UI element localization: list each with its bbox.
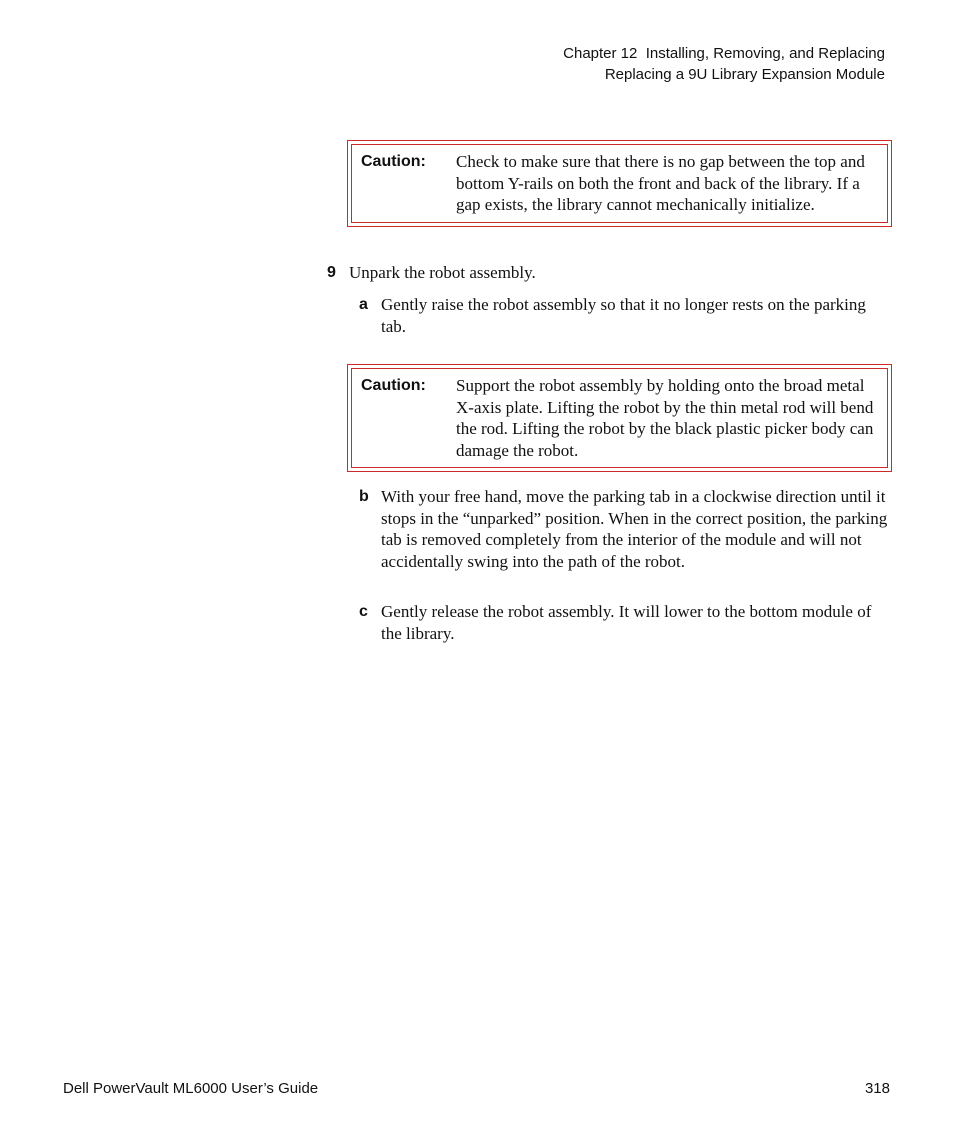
step-9 bbox=[327, 262, 887, 284]
caution-label: Caution: bbox=[361, 153, 426, 170]
caution-box-gap bbox=[347, 140, 892, 227]
caution-box-inner bbox=[351, 144, 888, 223]
substep-text: Gently raise the robot assembly so that it no longer rests on the parking tab. bbox=[381, 295, 866, 336]
substep-letter: a bbox=[359, 296, 368, 313]
substep-c bbox=[359, 601, 887, 644]
step-number: 9 bbox=[327, 264, 336, 281]
caution-box-robot bbox=[347, 364, 892, 472]
step-text: Unpark the robot assembly. bbox=[349, 263, 536, 282]
substep-b bbox=[359, 486, 889, 572]
section-title: Replacing a 9U Library Expansion Module bbox=[604, 66, 885, 83]
caution-text: Support the robot assembly by holding onto the broad metal X-axis plate. Lifting the robot by the thin metal rod will bend the rod. Lifting the robot by the black plastic picker body can damage the robot. bbox=[456, 376, 874, 460]
footer-guide-title: Dell PowerVault ML6000 User’s Guide bbox=[63, 1080, 319, 1097]
footer-page-number: 318 bbox=[864, 1080, 890, 1097]
substep-letter: c bbox=[359, 603, 368, 620]
caution-text: Check to make sure that there is no gap between the top and bottom Y-rails on both the front and back of the library. If a gap exists, the library cannot mechanically initialize. bbox=[456, 152, 865, 214]
running-header bbox=[563, 43, 885, 85]
substep-text: With your free hand, move the parking tab in a clockwise direction until it stops in the “unparked” position. When in the correct position, the parking tab is removed completely from the interior of the module and will not accidentally swing into the path of the robot. bbox=[381, 487, 888, 571]
caution-box-inner bbox=[351, 368, 888, 468]
chapter-title: Chapter 12 Installing, Removing, and Replacing bbox=[563, 45, 885, 62]
caution-label: Caution: bbox=[361, 377, 426, 394]
substep-a bbox=[359, 294, 887, 337]
substep-text: Gently release the robot assembly. It will lower to the bottom module of the library. bbox=[381, 602, 872, 643]
substep-letter: b bbox=[359, 488, 369, 505]
